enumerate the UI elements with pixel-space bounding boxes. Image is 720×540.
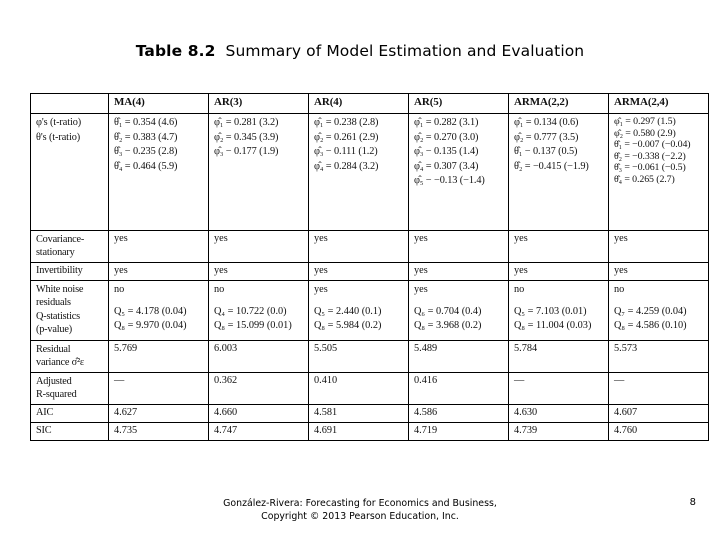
table-header-row [31, 94, 709, 114]
table-row-adjusted-r-squared [31, 372, 709, 404]
row-label-line: Residual [36, 343, 71, 355]
cell-whitenoise-ar4 [309, 280, 409, 340]
white-noise-verdict: no [214, 283, 225, 295]
row-label-theta-tratio: θ's (t-ratio) [36, 131, 81, 143]
table-row-residual-variance [31, 340, 709, 372]
white-noise-verdict: yes [414, 283, 428, 295]
q-stat-line: Q₄ = 10.722 (0.0) [214, 306, 287, 318]
cell-adjr2-ma4: — [109, 372, 209, 404]
cell-resvar-ar5: 5.489 [409, 340, 509, 372]
coef-line: φ̂₃ − 0.177 (1.9) [214, 146, 279, 158]
cell-covstat-ma4: yes [109, 231, 209, 263]
table-row-coefficients [31, 114, 709, 231]
coef-line: φ̂₂ = 0.270 (3.0) [414, 131, 479, 143]
coef-line: φ̂₂ = 0.345 (3.9) [214, 131, 279, 143]
footer-copyright-line: Copyright © 2013 Pearson Education, Inc. [261, 511, 459, 523]
cell-coefficients-ma4 [109, 114, 209, 231]
q-stat-line: Q₈ = 4.586 (0.10) [614, 319, 687, 331]
q-stat-line: Q₈ = 5.984 (0.2) [314, 319, 382, 331]
coef-line: φ̂₃ − 0.135 (1.4) [414, 146, 479, 158]
column-header-ar3: AR(3) [209, 94, 309, 114]
row-label-covariance-stationary [31, 231, 109, 263]
column-header-ar4: AR(4) [309, 94, 409, 114]
table-title-text: Summary of Model Estimation and Evaluation [225, 42, 585, 60]
cell-adjr2-ar5: 0.416 [409, 372, 509, 404]
cell-invertibility-ma4: yes [109, 262, 209, 280]
cell-covstat-ar3: yes [209, 231, 309, 263]
cell-adjr2-arma22: — [509, 372, 609, 404]
row-label-line: R-squared [36, 389, 77, 401]
coef-line: θ̂₂ = 0.383 (4.7) [114, 131, 178, 143]
cell-resvar-ar3: 6.003 [209, 340, 309, 372]
footer-citation-line: González-Rivera: Forecasting for Economics and Business, [223, 498, 497, 509]
coef-line: θ̂₄ = 0.265 (2.7) [614, 173, 675, 185]
white-noise-verdict: no [614, 283, 625, 295]
cell-aic-arma22: 4.630 [509, 404, 609, 422]
q-stat-line: Q₅ = 7.103 (0.01) [514, 306, 587, 318]
cell-covstat-ar4: yes [309, 231, 409, 263]
coef-line: θ̂₁ = 0.354 (4.6) [114, 117, 178, 128]
coef-line: θ̂₁ − 0.137 (0.5) [514, 146, 578, 158]
white-noise-verdict: yes [314, 283, 328, 295]
row-label-coefficients [31, 114, 109, 231]
page-title [0, 42, 720, 60]
cell-adjr2-arma24: — [609, 372, 709, 404]
cell-aic-arma24: 4.607 [609, 404, 709, 422]
column-header-arma22: ARMA(2,2) [509, 94, 609, 114]
cell-aic-ma4: 4.627 [109, 404, 209, 422]
cell-invertibility-arma22: yes [509, 262, 609, 280]
row-label-invertibility: Invertibility [31, 262, 109, 280]
table-row-aic [31, 404, 709, 422]
cell-adjr2-ar3: 0.362 [209, 372, 309, 404]
cell-coefficients-ar3 [209, 114, 309, 231]
row-label-line: Adjusted [36, 375, 72, 387]
row-label-line: Q-statistics [36, 310, 80, 322]
coef-line: θ̂₂ = −0.415 (−1.9) [514, 160, 589, 172]
table-row-white-noise-residuals [31, 280, 709, 340]
row-label-line: variance σ̂²ε [36, 357, 85, 369]
column-header-arma24: ARMA(2,4) [609, 94, 709, 114]
coef-line: φ̂₄ = 0.284 (3.2) [314, 160, 379, 172]
cell-aic-ar5: 4.586 [409, 404, 509, 422]
cell-adjr2-ar4: 0.410 [309, 372, 409, 404]
cell-invertibility-ar3: yes [209, 262, 309, 280]
cell-whitenoise-ar5 [409, 280, 509, 340]
coef-line: φ̂₄ = 0.307 (3.4) [414, 160, 479, 172]
table-row-sic [31, 422, 709, 440]
column-header-ma4: MA(4) [109, 94, 209, 114]
coef-line: φ̂₅ − −0.13 (−1.4) [414, 175, 485, 187]
coef-line: φ̂₁ = 0.134 (0.6) [514, 117, 579, 128]
cell-covstat-arma24: yes [609, 231, 709, 263]
row-label-residual-variance [31, 340, 109, 372]
cell-sic-ar3: 4.747 [209, 422, 309, 440]
row-label-line: Covariance- [36, 234, 85, 245]
coef-line: φ̂₁ = 0.238 (2.8) [314, 117, 379, 128]
coef-line: φ̂₂ = 0.580 (2.9) [614, 127, 676, 139]
white-noise-verdict: no [514, 283, 525, 295]
cell-invertibility-ar4: yes [309, 262, 409, 280]
row-label-white-noise-residuals [31, 280, 109, 340]
q-stat-line: Q₅ = 4.178 (0.04) [114, 306, 187, 318]
coef-line: φ̂₁ = 0.297 (1.5) [614, 116, 676, 127]
cell-aic-ar4: 4.581 [309, 404, 409, 422]
cell-invertibility-ar5: yes [409, 262, 509, 280]
coef-line: θ̂₄ = 0.464 (5.9) [114, 160, 178, 172]
table-row-covariance-stationary [31, 231, 709, 263]
cell-covstat-ar5: yes [409, 231, 509, 263]
header-corner-cell [31, 94, 109, 114]
q-stat-line: Q₆ = 0.704 (0.4) [414, 306, 482, 318]
coef-line: θ̂₃ − 0.235 (2.8) [114, 146, 178, 158]
row-label-line: stationary [36, 247, 75, 259]
coef-line: φ̂₃ − 0.111 (1.2) [314, 146, 378, 158]
cell-covstat-arma22: yes [509, 231, 609, 263]
cell-invertibility-arma24: yes [609, 262, 709, 280]
q-stat-line: Q₈ = 9.970 (0.04) [114, 319, 187, 331]
cell-aic-ar3: 4.660 [209, 404, 309, 422]
q-stat-line: Q₇ = 4.259 (0.04) [614, 306, 687, 318]
coef-line: φ̂₁ = 0.281 (3.2) [214, 117, 279, 128]
cell-resvar-ma4: 5.769 [109, 340, 209, 372]
column-header-ar5: AR(5) [409, 94, 509, 114]
q-stat-line: Q₈ = 3.968 (0.2) [414, 319, 482, 331]
row-label-line: White noise [36, 283, 84, 295]
cell-sic-arma24: 4.760 [609, 422, 709, 440]
cell-resvar-arma24: 5.573 [609, 340, 709, 372]
coef-line: θ̂₁ = −0.007 (−0.04) [614, 139, 691, 151]
slide-footer [0, 497, 720, 524]
model-summary-table-container [30, 93, 708, 441]
cell-resvar-arma22: 5.784 [509, 340, 609, 372]
coef-line: θ̂₂ = −0.338 (−2.2) [614, 150, 686, 162]
cell-sic-ma4: 4.735 [109, 422, 209, 440]
cell-sic-arma22: 4.739 [509, 422, 609, 440]
q-stat-line: Q₈ = 15.099 (0.01) [214, 319, 292, 331]
cell-whitenoise-ar3 [209, 280, 309, 340]
slide-page-number: 8 [689, 497, 696, 508]
cell-coefficients-arma24 [609, 114, 709, 231]
cell-whitenoise-arma24 [609, 280, 709, 340]
q-stat-line: Q₅ = 2.440 (0.1) [314, 306, 382, 318]
coef-line: φ̂₁ = 0.282 (3.1) [414, 117, 479, 128]
cell-resvar-ar4: 5.505 [309, 340, 409, 372]
cell-coefficients-ar4 [309, 114, 409, 231]
row-label-sic: SIC [31, 422, 109, 440]
white-noise-verdict: no [114, 283, 125, 295]
table-row-invertibility [31, 262, 709, 280]
row-label-phi-tratio: φ's (t-ratio) [36, 117, 82, 128]
row-label-adjusted-r-squared [31, 372, 109, 404]
cell-coefficients-arma22 [509, 114, 609, 231]
coef-line: φ̂₂ = 0.777 (3.5) [514, 131, 579, 143]
cell-whitenoise-arma22 [509, 280, 609, 340]
cell-sic-ar5: 4.719 [409, 422, 509, 440]
row-label-line: (p-value) [36, 323, 72, 335]
table-number: Table 8.2 [135, 42, 216, 60]
cell-whitenoise-ma4 [109, 280, 209, 340]
coef-line: θ̂₃ = −0.061 (−0.5) [614, 162, 686, 174]
cell-coefficients-ar5 [409, 114, 509, 231]
q-stat-line: Q₈ = 11.004 (0.03) [514, 319, 592, 331]
row-label-aic: AIC [31, 404, 109, 422]
model-summary-table [30, 93, 709, 441]
coef-line: φ̂₂ = 0.261 (2.9) [314, 131, 379, 143]
cell-sic-ar4: 4.691 [309, 422, 409, 440]
row-label-line: residuals [36, 297, 71, 309]
